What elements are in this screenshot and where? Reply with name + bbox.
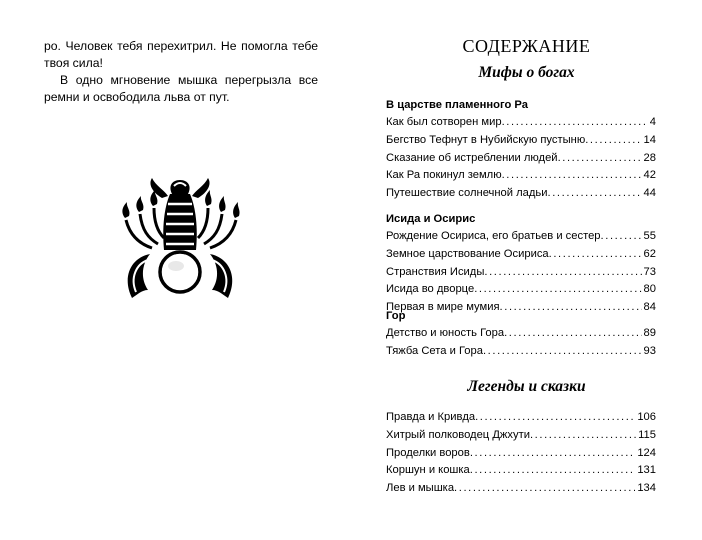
toc-entry: Исида во дворце ..... 80 bbox=[386, 281, 656, 299]
toc-section-isis bbox=[386, 211, 656, 317]
toc-section-ra bbox=[386, 97, 656, 203]
toc-entry: Путешествие солнечной ладьи ..... 44 bbox=[386, 185, 656, 203]
toc-entry: Проделки воров ..... 124 bbox=[386, 445, 656, 463]
part-title-myths: Мифы о богах bbox=[478, 64, 575, 81]
part-title-legends: Легенды и сказки bbox=[467, 378, 586, 395]
toc-entry: Тяжба Сета и Гора ..... 93 bbox=[386, 343, 656, 361]
lotus-sun-ornament-icon bbox=[112, 178, 248, 304]
toc-entry: Хитрый полководец Джхути ..... 115 bbox=[386, 427, 656, 445]
section-heading: Гор bbox=[386, 310, 406, 322]
toc-entry: Правда и Кривда ..... 106 bbox=[386, 409, 656, 427]
toc-entry: Сказание об истреблении людей ..... 28 bbox=[386, 150, 656, 168]
toc-entry: Земное царствование Осириса ..... 62 bbox=[386, 246, 656, 264]
toc-section-horus bbox=[386, 308, 656, 361]
toc-entry: Как был сотворен мир ..... 4 bbox=[386, 114, 656, 132]
toc-entry: Бегство Тефнут в Нубийскую пустыню ..... 14 bbox=[386, 132, 656, 150]
section-heading: Исида и Осирис bbox=[386, 213, 476, 225]
story-text bbox=[44, 38, 318, 106]
toc-entry: Детство и юность Гора ..... 89 bbox=[386, 325, 656, 343]
toc-entry: Странствия Исиды ..... 73 bbox=[386, 264, 656, 282]
toc-section-legends bbox=[386, 409, 656, 498]
section-heading: В царстве пламенного Ра bbox=[386, 99, 528, 111]
toc-entry: Первая в мире мумия ..... 84 bbox=[386, 299, 656, 317]
paragraph-1: ро. Человек тебя перехитрил. Не помогла тебе твоя сила! bbox=[44, 39, 318, 70]
toc-entry: Лев и мышка ..... 134 bbox=[386, 480, 656, 498]
toc-entry: Коршун и кошка ..... 131 bbox=[386, 462, 656, 480]
toc-title: СОДЕРЖАНИЕ bbox=[462, 36, 591, 56]
paragraph-2: В одно мгновение мышка перегрызла все ремни и освободила льва от пут. bbox=[44, 73, 318, 104]
toc-entry: Как Ра покинул землю ..... 42 bbox=[386, 167, 656, 185]
toc-entry: Рождение Осириса, его братьев и сестер ..... 55 bbox=[386, 228, 656, 246]
